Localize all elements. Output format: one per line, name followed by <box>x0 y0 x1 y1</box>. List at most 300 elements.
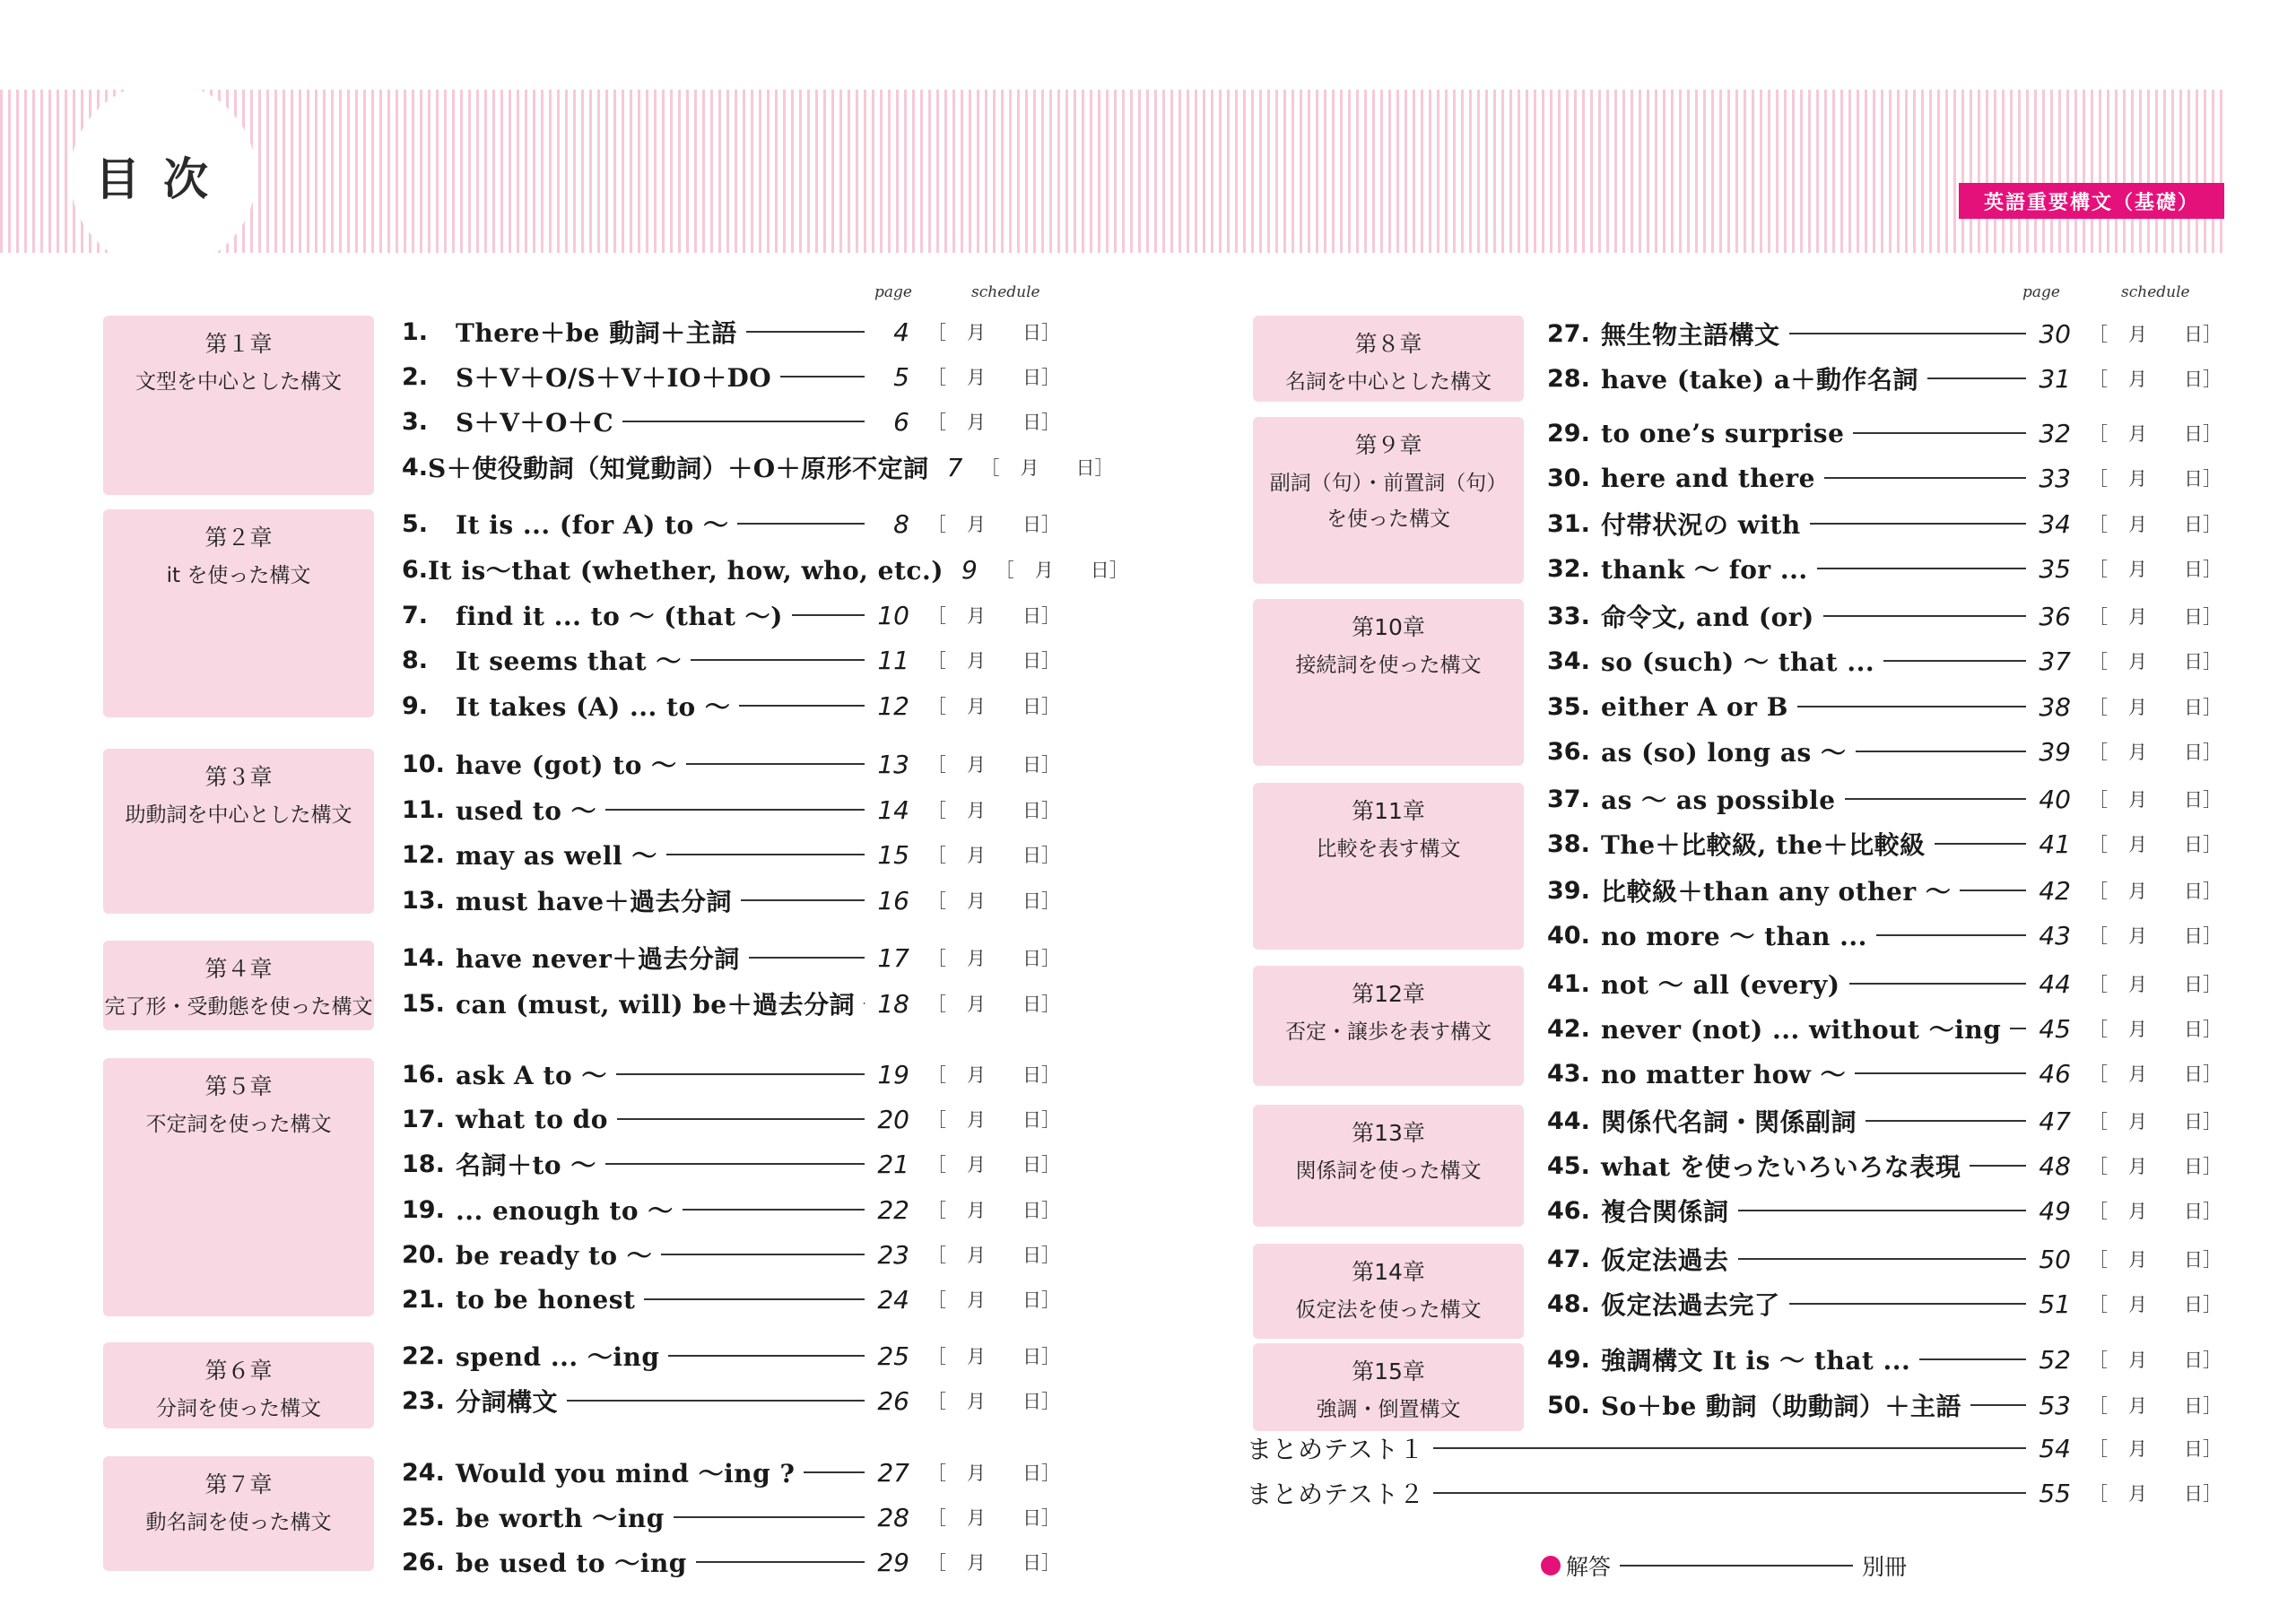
chapter-title: 動名詞を使った構文 <box>145 1511 332 1534</box>
toc-entry[interactable] <box>402 981 1067 1026</box>
dot-leader <box>1970 1165 2026 1167</box>
entry-title: 仮定法過去完了 <box>1601 1290 1780 1320</box>
dot-leader <box>749 957 865 959</box>
test-page: 54 <box>2039 1433 2071 1463</box>
entry-number: 20. <box>402 1240 445 1269</box>
toc-entry[interactable] <box>1547 961 2229 1006</box>
entry-page: 6 <box>893 406 909 437</box>
toc-entry[interactable] <box>402 1232 1067 1277</box>
schedule-month: 月 <box>2128 1395 2147 1417</box>
chapter-box <box>1253 1244 1524 1339</box>
schedule-field <box>2089 510 2229 537</box>
schedule-month: 月 <box>967 1462 986 1484</box>
schedule-day: 日］ <box>1022 890 1060 912</box>
schedule-day: 日］ <box>1022 1391 1060 1412</box>
schedule-month: 月 <box>967 1507 986 1529</box>
chapter-box <box>1253 1343 1524 1431</box>
dot-leader <box>1823 615 2026 617</box>
schedule-field <box>927 1061 1067 1088</box>
toc-entry[interactable] <box>402 593 1067 638</box>
entry-number: 50. <box>1547 1391 1590 1419</box>
schedule-bracket: ［ <box>927 696 946 717</box>
chapter-number: 第12章 <box>1352 981 1425 1007</box>
chapter-title: it を使った構文 <box>166 564 311 587</box>
dot-leader <box>1876 934 2026 936</box>
entry-page: 42 <box>2039 875 2071 906</box>
dot-leader <box>1789 1303 2026 1305</box>
toc-entry[interactable] <box>402 1141 1067 1186</box>
entry-page: 37 <box>2039 646 2071 676</box>
schedule-bracket: ［ <box>927 994 946 1015</box>
schedule-month: 月 <box>2128 423 2147 445</box>
schedule-bracket: ［ <box>2089 742 2108 763</box>
entry-title: what to do <box>456 1104 608 1134</box>
entry-page: 9 <box>961 554 978 585</box>
test-title: まとめテスト２ <box>1247 1480 1425 1509</box>
entry-title: It is～that (whether, how, who, etc.) <box>428 556 944 586</box>
schedule-field <box>2089 970 2229 997</box>
entry-title: no more ～ than ... <box>1601 922 1867 951</box>
schedule-month: 月 <box>967 696 986 717</box>
schedule-day: 日］ <box>1022 1289 1060 1311</box>
entry-number: 34. <box>1547 647 1590 675</box>
entry-title: what を使ったいろいろな表現 <box>1601 1152 1961 1182</box>
schedule-month: 月 <box>2128 1201 2147 1222</box>
entry-title: have never＋過去分詞 <box>456 944 740 974</box>
schedule-day: 日］ <box>1022 696 1060 717</box>
entry-page: 17 <box>877 942 909 973</box>
schedule-month: 月 <box>2128 606 2147 628</box>
entry-page: 7 <box>946 452 963 482</box>
entry-number: 45. <box>1547 1151 1590 1180</box>
toc-entry[interactable] <box>402 309 1067 354</box>
answers-leader <box>1620 1565 1853 1567</box>
chapter-number: 第13章 <box>1352 1120 1425 1146</box>
dot-leader <box>1935 843 2026 845</box>
toc-entry[interactable] <box>402 878 1067 923</box>
schedule-day: 日］ <box>1022 514 1060 535</box>
schedule-bracket: ［ <box>2089 974 2108 995</box>
schedule-month: 月 <box>2128 468 2147 490</box>
schedule-field <box>2089 603 2229 629</box>
schedule-month: 月 <box>2128 1438 2147 1460</box>
chapter-box <box>1253 966 1524 1086</box>
schedule-day: 日］ <box>2184 1111 2222 1133</box>
chapter-number: 第１章 <box>204 331 273 357</box>
schedule-field <box>927 1504 1067 1531</box>
schedule-bracket: ［ <box>2089 1395 2108 1417</box>
schedule-day: 日］ <box>1022 650 1060 672</box>
dot-leader <box>605 809 865 811</box>
schedule-field <box>2089 1290 2229 1317</box>
toc-entry[interactable] <box>402 683 1067 728</box>
schedule-day: 日］ <box>2184 1294 2222 1315</box>
entry-page: 29 <box>877 1547 909 1577</box>
schedule-day: 日］ <box>1022 1245 1060 1266</box>
toc-entry[interactable] <box>1547 1281 2229 1326</box>
schedule-bracket: ［ <box>2089 514 2108 535</box>
schedule-month: 月 <box>967 1200 986 1221</box>
schedule-field <box>927 692 1067 719</box>
entry-title: as ～ as possible <box>1601 785 1836 815</box>
schedule-field <box>2089 320 2229 347</box>
toc-entry[interactable] <box>1547 638 2229 683</box>
entry-number: 30. <box>1547 464 1590 492</box>
entry-page: 31 <box>2039 363 2071 394</box>
chapter-number: 第４章 <box>204 956 273 982</box>
entry-title: It takes (A) ... to ～ <box>456 692 731 722</box>
toc-entry[interactable] <box>402 787 1067 832</box>
chapter-title: 助動詞を中心とした構文 <box>125 803 352 827</box>
schedule-bracket: ［ <box>2089 468 2108 490</box>
entry-title: to be honest <box>456 1284 636 1315</box>
schedule-bracket: ［ <box>927 1064 946 1086</box>
chapter-box <box>1253 1105 1524 1227</box>
schedule-field <box>927 363 1067 390</box>
entry-page: 5 <box>893 361 909 392</box>
entry-number: 28. <box>1547 364 1590 393</box>
dot-leader <box>1919 1358 2026 1360</box>
schedule-month: 月 <box>2128 697 2147 718</box>
schedule-day: 日］ <box>1022 1462 1060 1484</box>
entry-page: 40 <box>2039 784 2071 814</box>
chapter-title: 文型を中心とした構文 <box>135 370 342 394</box>
toc-entry[interactable] <box>1547 1383 2229 1428</box>
dot-leader <box>1856 751 2027 752</box>
dot-leader <box>804 1471 865 1473</box>
dot-leader <box>1927 378 2026 379</box>
schedule-field <box>927 1150 1067 1177</box>
toc-entry[interactable] <box>402 935 1067 980</box>
entry-number: 47. <box>1547 1245 1590 1273</box>
schedule-field <box>2089 365 2229 392</box>
entry-page: 45 <box>2039 1013 2071 1044</box>
chapter-box <box>1253 783 1524 950</box>
schedule-day: 日］ <box>1075 457 1114 479</box>
dot-leader <box>864 1002 865 1004</box>
schedule-bracket: ［ <box>2089 881 2108 902</box>
toc-entry[interactable] <box>1547 1098 2229 1143</box>
entry-title: as (so) long as ～ <box>1601 738 1847 768</box>
schedule-day: 日］ <box>2184 881 2222 902</box>
entry-number: 40. <box>1547 921 1590 950</box>
schedule-field <box>927 647 1067 673</box>
schedule-day: 日］ <box>1022 1200 1060 1221</box>
toc-entry[interactable] <box>1547 1337 2229 1382</box>
chapter-box <box>103 941 374 1030</box>
toc-entry[interactable] <box>402 1277 1067 1322</box>
toc-entry[interactable] <box>1547 729 2229 774</box>
toc-entry[interactable] <box>1547 684 2229 729</box>
entry-title: not ～ all (every) <box>1601 970 1840 1000</box>
schedule-field <box>927 1549 1067 1575</box>
schedule-field <box>927 1196 1067 1223</box>
entry-page: 49 <box>2039 1195 2071 1226</box>
schedule-month: 月 <box>967 1552 986 1574</box>
schedule-month: 月 <box>2128 789 2147 811</box>
schedule-field <box>2089 647 2229 674</box>
entry-page: 23 <box>877 1239 909 1270</box>
entry-number: 33. <box>1547 602 1590 630</box>
dot-leader <box>780 376 865 378</box>
entry-number: 13. <box>402 886 445 915</box>
dot-leader <box>741 899 865 901</box>
dot-leader <box>668 1355 865 1357</box>
toc-entry[interactable] <box>1547 1237 2229 1281</box>
entry-number: 49. <box>1547 1345 1590 1374</box>
schedule-bracket: ［ <box>980 457 1000 479</box>
entry-page: 53 <box>2039 1390 2071 1420</box>
schedule-field <box>2089 1015 2229 1042</box>
chapter-number: 第７章 <box>204 1471 273 1497</box>
toc-entry[interactable] <box>1547 1006 2229 1051</box>
chapter-title: 強調・倒置構文 <box>1316 1398 1461 1421</box>
schedule-day: 日］ <box>2184 1201 2222 1222</box>
entry-title: 複合関係詞 <box>1601 1197 1729 1227</box>
summary-test-entry[interactable] <box>1247 1426 2229 1471</box>
entry-title: never (not) ... without ～ing <box>1601 1015 2002 1045</box>
entry-number: 19. <box>402 1195 445 1224</box>
entry-number: 44. <box>1547 1107 1590 1135</box>
dot-leader <box>617 1118 865 1120</box>
toc-entry[interactable] <box>402 547 1128 592</box>
schedule-bracket: ［ <box>927 1245 946 1266</box>
chapter-title: 不定詞を使った構文 <box>145 1113 332 1136</box>
entry-number: 38. <box>1547 829 1590 858</box>
schedule-bracket: ［ <box>927 948 946 969</box>
schedule-field <box>927 602 1067 629</box>
schedule-day: 日］ <box>2184 1063 2222 1085</box>
toc-entry[interactable] <box>1547 311 2229 356</box>
schedule-field <box>996 556 1135 583</box>
entry-number: 5. <box>402 509 429 538</box>
entry-page: 30 <box>2039 318 2071 349</box>
schedule-month: 月 <box>967 1289 986 1311</box>
entry-page: 35 <box>2039 553 2071 584</box>
entry-page: 33 <box>2039 463 2071 493</box>
toc-entry[interactable] <box>1547 594 2229 638</box>
entry-title: 無生物主語構文 <box>1601 320 1780 350</box>
schedule-bracket: ［ <box>2089 1156 2108 1177</box>
entry-title: S＋V＋O/S＋V＋IO＋DO <box>456 363 772 393</box>
toc-entry[interactable] <box>1547 546 2229 591</box>
schedule-day: 日］ <box>2184 1350 2222 1371</box>
schedule-day: 日］ <box>1022 800 1060 821</box>
schedule-field <box>2089 1392 2229 1419</box>
entry-number: 21. <box>402 1285 445 1314</box>
toc-entry[interactable] <box>1547 913 2229 958</box>
entry-title: spend ... ～ing <box>456 1342 660 1372</box>
entry-page: 12 <box>877 690 909 721</box>
schedule-day: 日］ <box>1022 1552 1060 1574</box>
toc-entry[interactable] <box>1547 501 2229 546</box>
schedule-bracket: ［ <box>2089 834 2108 855</box>
chapter-title: 完了形・受動態を使った構文 <box>104 995 373 1019</box>
toc-entry[interactable] <box>1547 1188 2229 1233</box>
schedule-month: 月 <box>2128 1483 2147 1505</box>
schedule-day: 日］ <box>1022 845 1060 866</box>
schedule-field <box>927 990 1067 1017</box>
toc-entry[interactable] <box>402 399 1067 444</box>
toc-entry[interactable] <box>402 832 1067 877</box>
dot-leader <box>1866 1120 2026 1122</box>
schedule-day: 日］ <box>1022 1109 1060 1131</box>
entry-page: 16 <box>877 885 909 916</box>
schedule-bracket: ［ <box>2089 651 2108 673</box>
schedule-day: 日］ <box>1022 1507 1060 1529</box>
toc-entry[interactable] <box>402 1540 1067 1584</box>
schedule-bracket: ［ <box>2089 606 2108 628</box>
schedule-month: 月 <box>967 994 986 1015</box>
entry-page: 32 <box>2039 418 2071 448</box>
schedule-bracket: ［ <box>2089 423 2108 445</box>
schedule-day: 日］ <box>1022 322 1060 343</box>
toc-entry[interactable] <box>402 1495 1067 1540</box>
entry-number: 41. <box>1547 969 1590 998</box>
bullet-icon <box>1541 1556 1561 1575</box>
entry-number: 16. <box>402 1060 445 1089</box>
schedule-field <box>2089 1152 2229 1179</box>
entry-number: 46. <box>1547 1196 1590 1225</box>
toc-entry[interactable] <box>402 742 1067 786</box>
toc-entry[interactable] <box>402 354 1067 399</box>
chapter-title: 名詞を中心とした構文 <box>1285 370 1492 394</box>
toc-entry[interactable] <box>1547 356 2229 401</box>
entry-page: 44 <box>2039 968 2071 999</box>
entry-number: 26. <box>402 1548 445 1576</box>
schedule-field <box>927 887 1067 914</box>
dot-leader <box>1789 333 2026 334</box>
schedule-month: 月 <box>2128 742 2147 763</box>
schedule-month: 月 <box>2128 925 2147 947</box>
toc-entry[interactable] <box>402 1187 1067 1232</box>
toc-entry[interactable] <box>1547 411 2229 456</box>
entry-page: 21 <box>877 1149 909 1179</box>
schedule-bracket: ［ <box>927 1200 946 1221</box>
schedule-field <box>927 1286 1067 1313</box>
schedule-field <box>2089 738 2229 765</box>
entry-title: 名詞＋to ～ <box>456 1150 596 1180</box>
schedule-bracket: ［ <box>2089 559 2108 580</box>
toc-entry[interactable] <box>1547 1051 2229 1096</box>
toc-entry[interactable] <box>402 1378 1067 1423</box>
chapter-title: 関係詞を使った構文 <box>1295 1159 1482 1183</box>
schedule-bracket: ［ <box>927 1552 946 1574</box>
entry-number: 36. <box>1547 737 1590 766</box>
page-column-header-left: page <box>874 283 912 301</box>
schedule-day: 日］ <box>2184 514 2222 535</box>
entry-page: 28 <box>877 1502 909 1532</box>
test-page: 55 <box>2039 1478 2071 1508</box>
toc-entry[interactable] <box>1547 1143 2229 1188</box>
toc-entry[interactable] <box>1547 821 2229 866</box>
entry-number: 4. <box>402 453 429 482</box>
schedule-field <box>927 841 1067 868</box>
entry-title: may as well ～ <box>456 841 657 871</box>
entry-page: 24 <box>877 1284 909 1315</box>
schedule-day: 日］ <box>2184 369 2222 390</box>
schedule-month: 月 <box>967 948 986 969</box>
entry-page: 20 <box>877 1104 909 1134</box>
answers-location: 別冊 <box>1862 1554 1908 1580</box>
entry-number: 15. <box>402 989 445 1018</box>
schedule-field <box>2089 1107 2229 1134</box>
entry-title: have (take) a＋動作名詞 <box>1601 365 1919 395</box>
schedule-month: 月 <box>2128 1294 2147 1315</box>
schedule-day: 日］ <box>2184 559 2222 580</box>
entry-number: 29. <box>1547 419 1590 447</box>
summary-test-entry[interactable] <box>1247 1471 2229 1515</box>
schedule-bracket: ［ <box>2089 1483 2108 1505</box>
entry-page: 27 <box>877 1457 909 1488</box>
schedule-month: 月 <box>967 890 986 912</box>
entry-page: 8 <box>893 508 909 539</box>
chapter-title: 仮定法を使った構文 <box>1295 1298 1482 1322</box>
schedule-bracket: ［ <box>927 514 946 535</box>
toc-entry[interactable] <box>1547 456 2229 500</box>
dot-leader <box>1433 1492 2026 1494</box>
chapter-number: 第６章 <box>204 1358 273 1384</box>
entry-title: S＋V＋O＋C <box>456 408 614 438</box>
schedule-day: 日］ <box>1022 754 1060 776</box>
dot-leader <box>1845 798 2026 800</box>
entry-title: It is ... (for A) to ～ <box>456 510 729 540</box>
entry-title: so (such) ～ that ... <box>1601 647 1875 677</box>
toc-entry[interactable] <box>1547 777 2229 821</box>
toc-entry[interactable] <box>402 445 1114 490</box>
schedule-field <box>927 1459 1067 1486</box>
schedule-month: 月 <box>2128 559 2147 580</box>
toc-entry[interactable] <box>1547 868 2229 913</box>
entry-number: 2. <box>402 362 429 391</box>
answers-line <box>1541 1548 1907 1584</box>
entry-page: 13 <box>877 749 909 779</box>
page-title: 目次 <box>70 82 257 269</box>
schedule-bracket: ［ <box>927 890 946 912</box>
entry-title: ... enough to ～ <box>456 1196 674 1226</box>
chapter-box <box>1253 417 1524 584</box>
entry-number: 1. <box>402 317 429 346</box>
schedule-month: 月 <box>967 1154 986 1176</box>
toc-entry[interactable] <box>402 1097 1067 1141</box>
schedule-month: 月 <box>2128 1019 2147 1040</box>
schedule-field <box>2089 464 2229 491</box>
toc-entry[interactable] <box>402 501 1067 546</box>
entry-title: 関係代名詞・関係副詞 <box>1601 1107 1857 1137</box>
schedule-field <box>2089 922 2229 949</box>
dot-leader <box>737 523 865 525</box>
schedule-field <box>2089 1245 2229 1272</box>
schedule-month: 月 <box>2128 651 2147 673</box>
entry-title: 命令文, and (or) <box>1601 603 1814 632</box>
schedule-field <box>981 454 1121 481</box>
toc-entry[interactable] <box>402 638 1067 682</box>
dot-leader <box>1883 660 2026 662</box>
toc-entry[interactable] <box>402 1052 1067 1097</box>
schedule-bracket: ［ <box>2089 1019 2108 1040</box>
schedule-bracket: ［ <box>2089 789 2108 811</box>
entry-title: be used to ～ing <box>456 1549 687 1578</box>
entry-page: 48 <box>2039 1150 2071 1181</box>
toc-entry[interactable] <box>402 1450 1067 1495</box>
entry-title: here and there <box>1601 463 1815 493</box>
schedule-bracket: ［ <box>927 1507 946 1529</box>
schedule-month: 月 <box>967 322 986 343</box>
schedule-day: 日］ <box>1022 412 1060 433</box>
dot-leader <box>661 1254 865 1255</box>
schedule-day: 日］ <box>2184 651 2222 673</box>
toc-entry[interactable] <box>402 1333 1067 1378</box>
